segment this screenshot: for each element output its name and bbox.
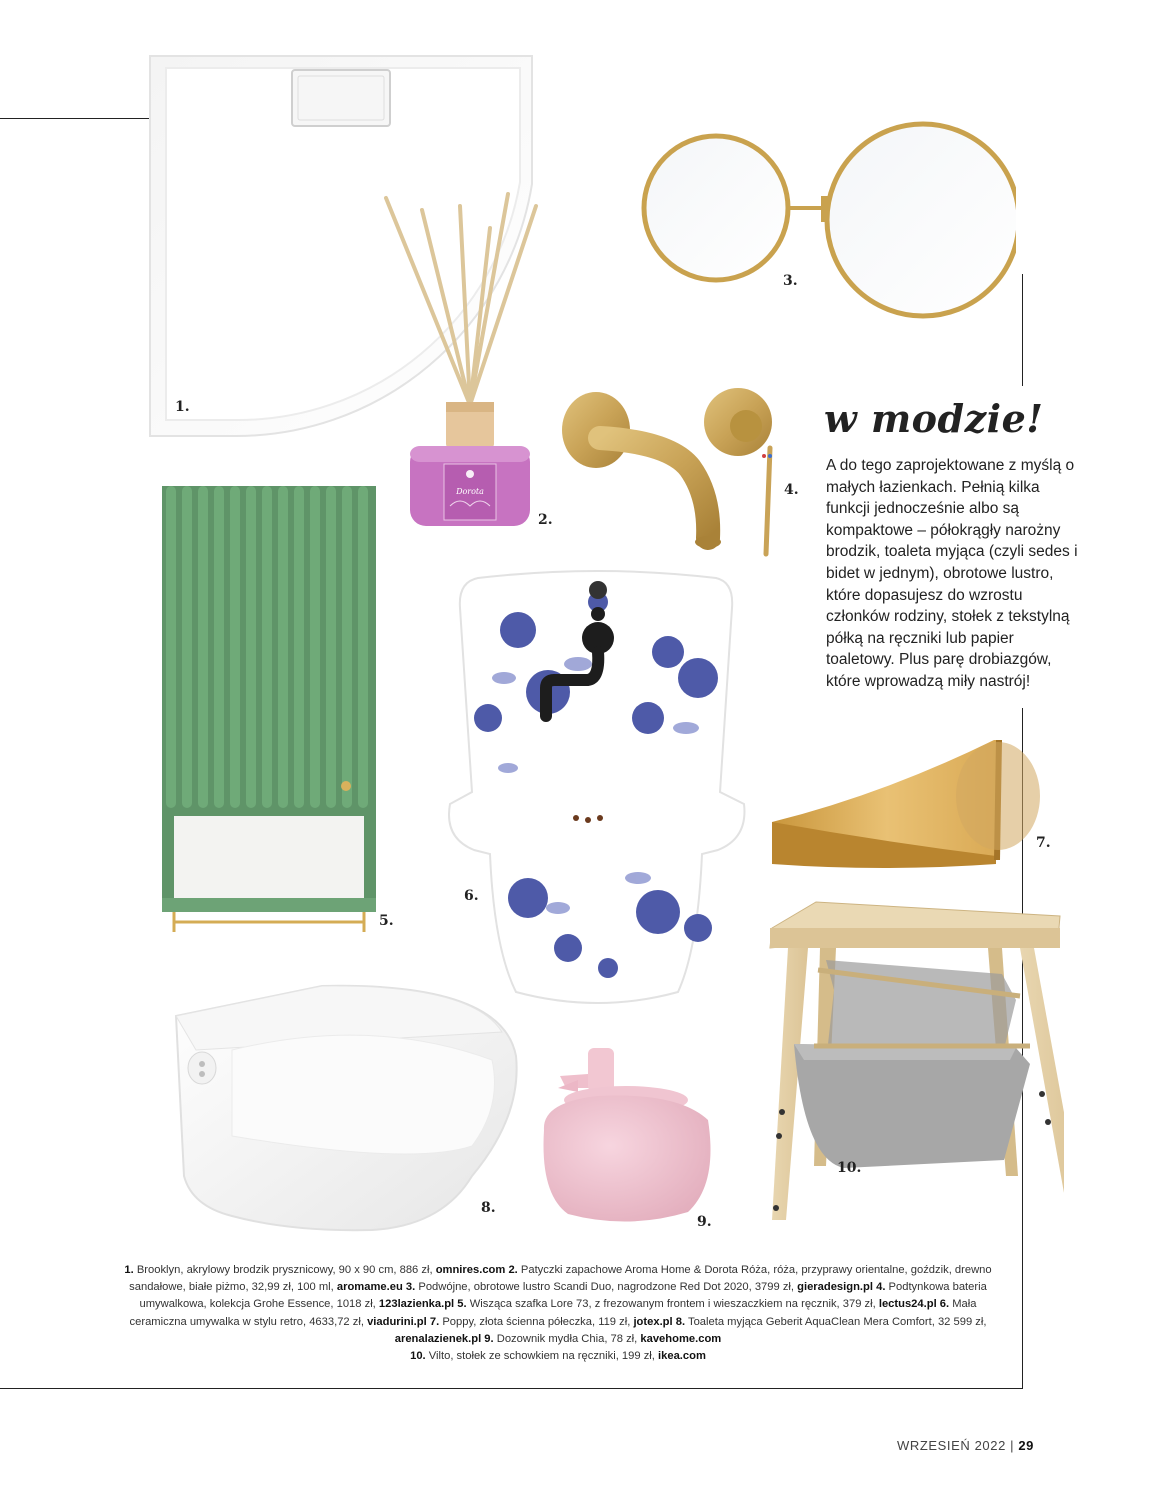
caption-text-3: Podwójne, obrotowe lustro Scandi Duo, nagrodzone Red Dot 2020, 3799 zł, bbox=[418, 1281, 795, 1294]
stool-image bbox=[764, 900, 1064, 1232]
caption-shop-8: arenalazienek.pl bbox=[394, 1332, 482, 1345]
caption-shop-7: jotex.pl bbox=[633, 1315, 673, 1328]
bottom-rule bbox=[0, 1388, 1023, 1389]
page-folio: WRZESIEŃ 2022 | 29 bbox=[896, 1438, 1034, 1453]
label-6: 6. bbox=[464, 888, 479, 904]
label-8: 8. bbox=[481, 1200, 496, 1216]
green-cabinet-image bbox=[160, 486, 378, 942]
caption-text-4: Podtynkowa bateria umywalkowa, kolekcja Grohe Essence, 1018 zł, bbox=[139, 1281, 987, 1311]
product-captions bbox=[118, 1262, 998, 1365]
caption-shop-3: gieradesign.pl bbox=[797, 1281, 873, 1294]
reed-diffuser-image bbox=[380, 180, 560, 530]
caption-shop-6: viadurini.pl bbox=[367, 1315, 427, 1328]
gold-shelf-image bbox=[764, 732, 1046, 872]
diffuser-label-text: Dorota bbox=[456, 487, 484, 496]
caption-text-10: Vilto, stołek ze schowkiem na ręczniki, 199 zł, bbox=[428, 1350, 655, 1363]
caption-num-5: 5. bbox=[457, 1298, 467, 1311]
shower-toilet-image bbox=[172, 976, 520, 1238]
double-mirror-image bbox=[636, 84, 1016, 364]
caption-num-9: 9. bbox=[484, 1332, 494, 1345]
label-4: 4. bbox=[784, 482, 799, 498]
right-rule-upper bbox=[1022, 274, 1023, 386]
caption-text-7: Poppy, złota ścienna półeczka, 119 zł, bbox=[442, 1315, 631, 1328]
caption-num-6: 6. bbox=[939, 1298, 950, 1311]
retro-sink-image bbox=[448, 568, 746, 1010]
caption-shop-2: aromame.eu bbox=[336, 1281, 403, 1294]
caption-shop-1: omnires.com bbox=[435, 1264, 506, 1276]
soap-dispenser-image bbox=[538, 1044, 716, 1226]
label-5: 5. bbox=[379, 913, 394, 929]
label-1: 1. bbox=[175, 399, 190, 415]
caption-num-2: 2. bbox=[508, 1264, 518, 1276]
caption-text-1: Brooklyn, akrylowy brodzik prysznicowy, 90 x 90 cm, 886 zł, bbox=[136, 1264, 433, 1276]
caption-num-10: 10. bbox=[410, 1350, 426, 1363]
caption-text-2: Patyczki zapachowe Aroma Home & Dorota Róża, róża, przyprawy orientalne, goździk, drewno sandałowe, białe piżmo, 32,99 zł, 100 ml, bbox=[129, 1264, 992, 1294]
caption-shop-4: 123lazienka.pl bbox=[378, 1298, 455, 1311]
label-3: 3. bbox=[783, 273, 798, 289]
intro-paragraph: A do tego zaprojektowane z myślą o małych łazienkach. Pełnią kilka funkcji jednocześnie albo są kompaktowe – półokrągły narożny brodzik, toaleta myjąca (czyli sedes i bidet w jednym), obrotowe lustro, które dopasujesz do wzrostu członków rodziny, stołek z tekstylną półką na ręczniki lub papier toaletowy. Plus parę drobiazgów, które wprowadzą miły nastrój! bbox=[826, 457, 1078, 690]
page-heading: w modzie! bbox=[824, 396, 1044, 441]
wall-faucet-image bbox=[560, 378, 800, 558]
caption-text-6: Mała ceramiczna umywalka w stylu retro, 4633,72 zł, bbox=[129, 1298, 977, 1328]
caption-text-8: Toaleta myjąca Geberit AquaClean Mera Comfort, 32 599 zł, bbox=[687, 1315, 987, 1328]
label-7: 7. bbox=[1036, 835, 1051, 851]
caption-text-9: Dozownik mydła Chia, 78 zł, bbox=[496, 1332, 638, 1345]
caption-text-5: Wisząca szafka Lore 73, z frezowanym frontem i wieszaczkiem na ręcznik, 379 zł, bbox=[469, 1298, 876, 1311]
label-10: 10. bbox=[837, 1160, 862, 1176]
caption-num-4: 4. bbox=[876, 1281, 886, 1294]
folio-month: WRZESIEŃ 2022 bbox=[896, 1438, 1006, 1453]
label-9: 9. bbox=[697, 1214, 712, 1230]
page-number: 29 bbox=[1018, 1438, 1034, 1453]
caption-shop-10: ikea.com bbox=[658, 1350, 706, 1363]
caption-num-1: 1. bbox=[124, 1264, 134, 1276]
label-2: 2. bbox=[538, 512, 553, 528]
caption-num-3: 3. bbox=[405, 1281, 416, 1294]
caption-shop-9: kavehome.com bbox=[640, 1332, 722, 1345]
caption-num-7: 7. bbox=[429, 1315, 440, 1328]
caption-shop-5: lectus24.pl bbox=[878, 1298, 937, 1311]
caption-num-8: 8. bbox=[675, 1315, 686, 1328]
